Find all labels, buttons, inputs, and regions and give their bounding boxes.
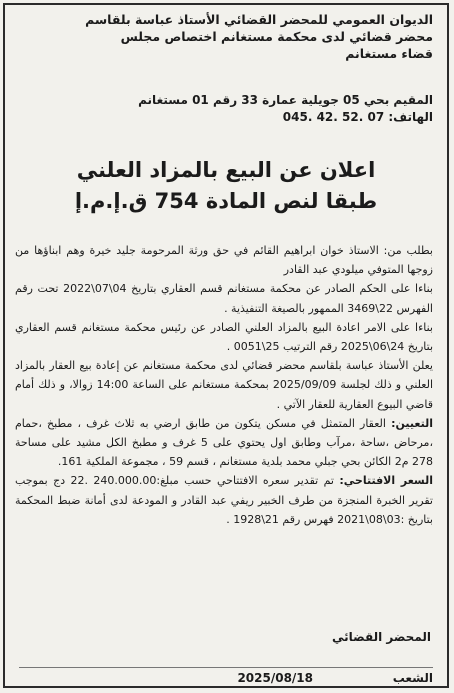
footer — [19, 667, 433, 688]
notice-title: اعلان عن البيع بالمزاد العلني — [76, 158, 376, 182]
office-address: المقيم بحي 05 جويلية عمارة 33 رقم 01 مستغانم — [138, 93, 433, 107]
paragraph-judgment: بناءا على الحكم الصادر عن محكمة مستغانم قسم العقاري بتاريخ 04\07\2022 تحت رقم الفهرس 22\3469 الممهور بالصيغة التنفيذية . — [15, 282, 433, 315]
header-line-2: محضر قضائي لدى محكمة مستغانم اختصاص مجلس — [120, 29, 433, 44]
designation-text: العقار المتمثل في مسكن يتكون من طابق ارضي به ثلاث غرف ، مطبخ ،حمام ،مرحاض ،ساحة ،مرآب وطابق اول يحتوي على 5 غرف و مطبخ الكل مشيد على مساحة 278 م2 الكائن بحي جبلي محمد بلدية مستغانم ، قسم 59 ، مجموعة الملكية 161. — [15, 416, 433, 469]
notice-body — [15, 241, 433, 529]
notice-frame — [3, 3, 449, 688]
price-label: السعر الافتتاحي: — [339, 474, 433, 488]
office-header — [19, 11, 433, 62]
signature: المحضر القضائي — [331, 630, 431, 644]
notice-subtitle: طبقا لنص المادة 754 ق.إ.م.إ — [74, 189, 378, 213]
header-line-3: قضاء مستغانم — [345, 46, 433, 61]
designation-label: التعيين: — [391, 416, 433, 430]
address-block — [19, 92, 433, 126]
paragraph-price — [15, 471, 433, 529]
publication-date: 2025/08/18 — [237, 671, 313, 685]
price-text: تم تقدير سعره الافتتاحي حسب مبلغ:240.000.00 .22 دج بموجب تقرير الخبرة المنجزة من طرف الخبير ريفي عبد القادر و المودعة لدى أمانة ضبط المحكمة بتاريخ :03\08\2021 فهرس رقم 21\1928 . — [15, 474, 433, 526]
office-phone: الهاتف: 07 .52 .42 .045 — [282, 110, 433, 124]
paragraph-requester: بطلب من: الاستاذ خوان ابراهيم القائم في حق ورثة المرحومة جليد خيرة وهم ابناؤها من زوجها المتوفي ميلودي عبد القادر — [15, 244, 433, 277]
newspaper-name: الشعب — [392, 671, 433, 685]
paragraph-designation — [15, 414, 433, 472]
paragraph-announcement: يعلن الأستاذ عباسة بلقاسم محضر قضائي لدى محكمة مستغانم عن إعادة بيع العقار بالمزاد العلني و ذلك لجلسة 2025/09/09 بمحكمة مستغانم على الساعة 14:00 زوالا، و ذلك أمام قاضي البيوع العقارية للعقار الآتي . — [15, 359, 434, 411]
paragraph-order: بناءا على الامر اعادة البيع بالمزاد العلني الصادر عن رئيس محكمة مستغانم قسم العقاري بتاريخ 24\06\2025 رقم الترتيب 25\0051 . — [15, 320, 433, 354]
header-line-1: الديوان العمومي للمحضر القضائي الأستاذ عباسة بلقاسم — [85, 12, 433, 27]
